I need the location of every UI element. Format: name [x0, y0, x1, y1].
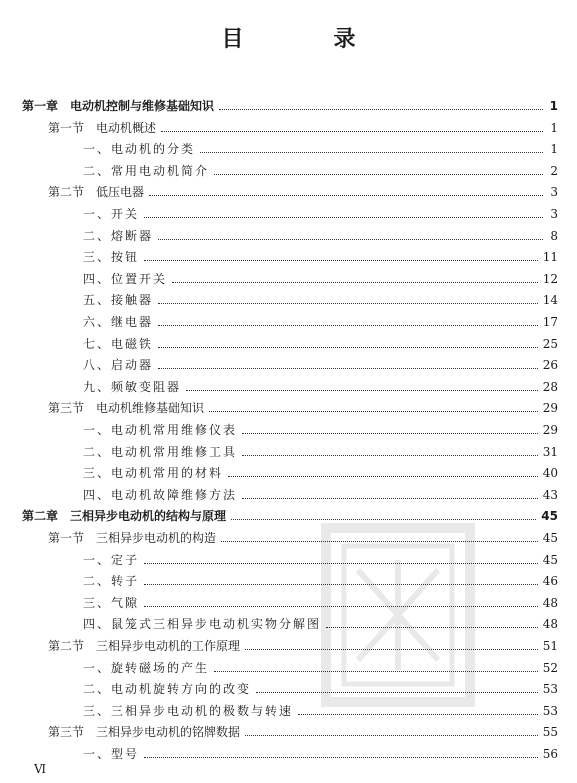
dot-leader: [214, 174, 543, 175]
dot-leader: [158, 325, 538, 326]
toc-entry-page: 2: [550, 163, 558, 178]
dot-leader: [144, 217, 543, 218]
toc-entry-number: 第一节: [48, 120, 85, 135]
toc-entry-title: [83, 315, 153, 329]
toc-entry-item: [83, 482, 558, 502]
toc-entry-text: 二、熔断器: [83, 228, 154, 243]
toc-entry-number: 第一节: [48, 531, 85, 545]
dot-leader: [161, 131, 543, 132]
toc-entry-title: [22, 99, 214, 113]
toc-entry-text: 二、电动机常用维修工具: [83, 444, 238, 459]
toc-entry-text: 二、常用电动机简介: [83, 163, 210, 178]
toc-entry-item: [83, 223, 558, 243]
dot-leader: [231, 519, 536, 520]
toc-entry-title: [83, 423, 237, 437]
toc-entry-item: [83, 590, 558, 610]
toc-entry-text: 电动机维修基础知识: [96, 401, 205, 416]
toc-entry-section: [48, 633, 558, 653]
toc-entry-page: 1: [549, 99, 558, 113]
toc-entry-page: 51: [542, 639, 558, 653]
toc-entry-item: [83, 201, 558, 221]
dot-leader: [326, 627, 538, 628]
toc-entry-item: [83, 266, 558, 286]
dot-leader: [298, 714, 538, 715]
toc-entry-number: 第二章: [22, 509, 59, 524]
dot-leader: [214, 671, 538, 672]
toc-entry-item: [83, 136, 558, 156]
toc-entry-page: 45: [542, 531, 558, 545]
dot-leader: [245, 649, 538, 650]
toc-entry-text: 二、电动机旋转方向的改变: [83, 682, 252, 697]
dot-leader: [158, 303, 538, 304]
toc-entry-chapter: [22, 93, 558, 113]
toc-entry-item: [83, 352, 558, 372]
toc-entry-title: [48, 639, 240, 653]
toc-entry-title: [83, 596, 139, 610]
toc-entry-page: 11: [542, 250, 558, 265]
toc-entry-text: 三、电动机常用的材料: [83, 466, 224, 481]
dot-leader: [186, 390, 538, 391]
toc-entry-text: 低压电器: [96, 185, 145, 200]
toc-entry-text: 三相异步电动机的工作原理: [96, 639, 241, 653]
toc-entry-title: [83, 337, 153, 351]
dot-leader: [158, 368, 538, 369]
dot-leader: [158, 239, 543, 240]
toc-entry-number: 第二节: [48, 639, 85, 653]
toc-entry-text: 六、继电器: [83, 315, 154, 329]
toc-entry-title: [48, 121, 156, 135]
toc-entry-title: [83, 704, 293, 718]
toc-entry-text: 九、频敏变阻器: [83, 379, 182, 394]
dot-leader: [144, 260, 538, 261]
toc-entry-item: [83, 741, 558, 761]
toc-entry-text: 三相异步电动机的铭牌数据: [96, 725, 241, 740]
toc-entry-text: 电动机控制与维修基础知识: [70, 99, 215, 113]
toc-entry-number: 第三节: [48, 401, 85, 416]
toc-entry-page: 1: [550, 120, 558, 135]
toc-entry-text: 五、接触器: [83, 293, 154, 308]
toc-entry-text: 一、电动机常用维修仪表: [83, 423, 238, 437]
dot-leader: [219, 109, 543, 110]
toc-entry-item: [83, 374, 558, 394]
toc-entry-page: 3: [550, 207, 558, 221]
dot-leader: [228, 476, 538, 477]
dot-leader: [144, 584, 538, 585]
toc-entry-section: [48, 395, 558, 415]
toc-entry-item: [83, 568, 558, 588]
toc-entry-page: 40: [542, 466, 558, 481]
dot-leader: [144, 606, 538, 607]
toc-entry-title: [83, 747, 139, 761]
toc-entry-page: 53: [542, 703, 558, 718]
toc-entry-chapter: [22, 503, 558, 523]
toc-entry-title: [83, 293, 153, 307]
toc-entry-item: [83, 309, 558, 329]
toc-entry-title: [48, 725, 240, 739]
toc-entry-title: [83, 207, 139, 221]
toc-entry-page: 1: [550, 142, 558, 157]
dot-leader: [242, 455, 538, 456]
toc-entry-title: [83, 617, 321, 631]
toc-entry-item: [83, 331, 558, 351]
dot-leader: [200, 152, 543, 153]
toc-entry-page: 29: [542, 401, 558, 416]
toc-entry-text: 一、旋转磁场的产生: [83, 660, 210, 675]
toc-entry-number: 第二节: [48, 185, 85, 200]
toc-entry-text: 八、启动器: [83, 358, 154, 373]
toc-entry-page: 55: [542, 725, 558, 740]
toc-entry-title: [22, 509, 226, 523]
dot-leader: [256, 692, 538, 693]
toc-entry-page: 43: [542, 487, 558, 502]
toc-entry-title: [83, 682, 251, 696]
toc-entry-text: 四、电动机故障维修方法: [83, 487, 238, 502]
toc-entry-item: [83, 460, 558, 480]
toc-entry-page: 12: [542, 271, 558, 286]
toc-entry-page: 45: [541, 509, 558, 524]
toc-entry-item: [83, 547, 558, 567]
toc-entry-title: [83, 142, 195, 156]
page-folio: Ⅵ: [34, 762, 47, 776]
toc-entry-item: [83, 244, 558, 264]
toc-entry-page: 3: [550, 185, 558, 200]
toc-entry-page: 48: [542, 595, 558, 610]
dot-leader: [149, 195, 543, 196]
toc-entry-text: 一、型号: [83, 747, 140, 761]
toc-entry-page: 14: [542, 293, 558, 308]
toc-entry-number: 第一章: [22, 99, 59, 113]
toc-entry-text: 电动机概述: [96, 120, 157, 135]
toc-entry-item: [83, 439, 558, 459]
toc-entry-text: 三相异步电动机的结构与原理: [70, 509, 227, 524]
toc-entry-text: 三、按钮: [83, 250, 140, 265]
toc-entry-text: 一、定子: [83, 552, 140, 567]
toc-entry-text: 二、转子: [83, 574, 140, 589]
toc-entry-item: [83, 158, 558, 178]
toc-entry-item: [83, 611, 558, 631]
toc-entry-title: [83, 272, 167, 286]
toc-entry-page: 28: [542, 379, 558, 394]
toc-entry-section: [48, 115, 558, 135]
dot-leader: [242, 498, 538, 499]
toc-entry-title: [83, 553, 139, 567]
toc-entry-page: 29: [542, 423, 558, 437]
toc-entry-section: [48, 179, 558, 199]
toc-entry-item: [83, 417, 558, 437]
toc-entry-text: 三、气隙: [83, 595, 140, 610]
toc-entry-section: [48, 719, 558, 739]
dot-leader: [158, 347, 538, 348]
toc-entry-page: 48: [542, 617, 558, 632]
toc-entry-item: [83, 698, 558, 718]
toc-entry-title: [83, 574, 139, 588]
toc-entry-text: 四、位置开关: [83, 271, 168, 286]
toc-entry-page: 8: [550, 228, 558, 243]
toc-entry-title: [83, 380, 181, 394]
dot-leader: [144, 563, 538, 564]
toc-entry-title: [83, 661, 209, 675]
toc-entry-page: 56: [542, 747, 558, 761]
toc-entry-text: 一、电动机的分类: [83, 142, 196, 157]
toc-entry-page: 26: [542, 358, 558, 373]
toc-entry-text: 三相异步电动机的构造: [96, 531, 217, 545]
toc-entry-title: [83, 164, 209, 178]
dot-leader: [221, 541, 538, 542]
toc-entry-text: 三、三相异步电动机的极数与转速: [83, 703, 294, 718]
toc-entry-text: 四、鼠笼式三相异步电动机实物分解图: [83, 617, 322, 632]
toc-entry-item: [83, 676, 558, 696]
toc-entry-page: 45: [542, 552, 558, 567]
toc-entry-page: 17: [542, 315, 558, 329]
toc-entry-title: [48, 185, 144, 199]
toc-entry-page: 53: [542, 682, 558, 697]
toc-entry-section: [48, 525, 558, 545]
toc-entry-title: [83, 488, 237, 502]
toc-entry-number: 第三节: [48, 725, 85, 740]
toc-entry-title: [48, 401, 204, 415]
dot-leader: [209, 411, 538, 412]
toc-entry-page: 31: [542, 444, 558, 459]
toc-entry-item: [83, 287, 558, 307]
dot-leader: [144, 757, 538, 758]
toc-entry-page: 46: [542, 574, 558, 589]
toc-entry-title: [83, 229, 153, 243]
dot-leader: [172, 282, 538, 283]
toc-entry-page: 52: [542, 660, 558, 675]
toc-entry-title: [83, 445, 237, 459]
toc-entry-text: 七、电磁铁: [83, 336, 154, 351]
toc-entry-text: 一、开关: [83, 207, 140, 221]
page-title: 目 录: [221, 27, 390, 52]
toc-entry-title: [83, 250, 139, 264]
toc-entry-item: [83, 655, 558, 675]
toc-entry-title: [83, 466, 223, 480]
toc-entry-title: [83, 358, 153, 372]
dot-leader: [245, 735, 538, 736]
dot-leader: [242, 433, 538, 434]
toc-entry-title: [48, 531, 216, 545]
toc-entry-page: 25: [542, 336, 558, 351]
